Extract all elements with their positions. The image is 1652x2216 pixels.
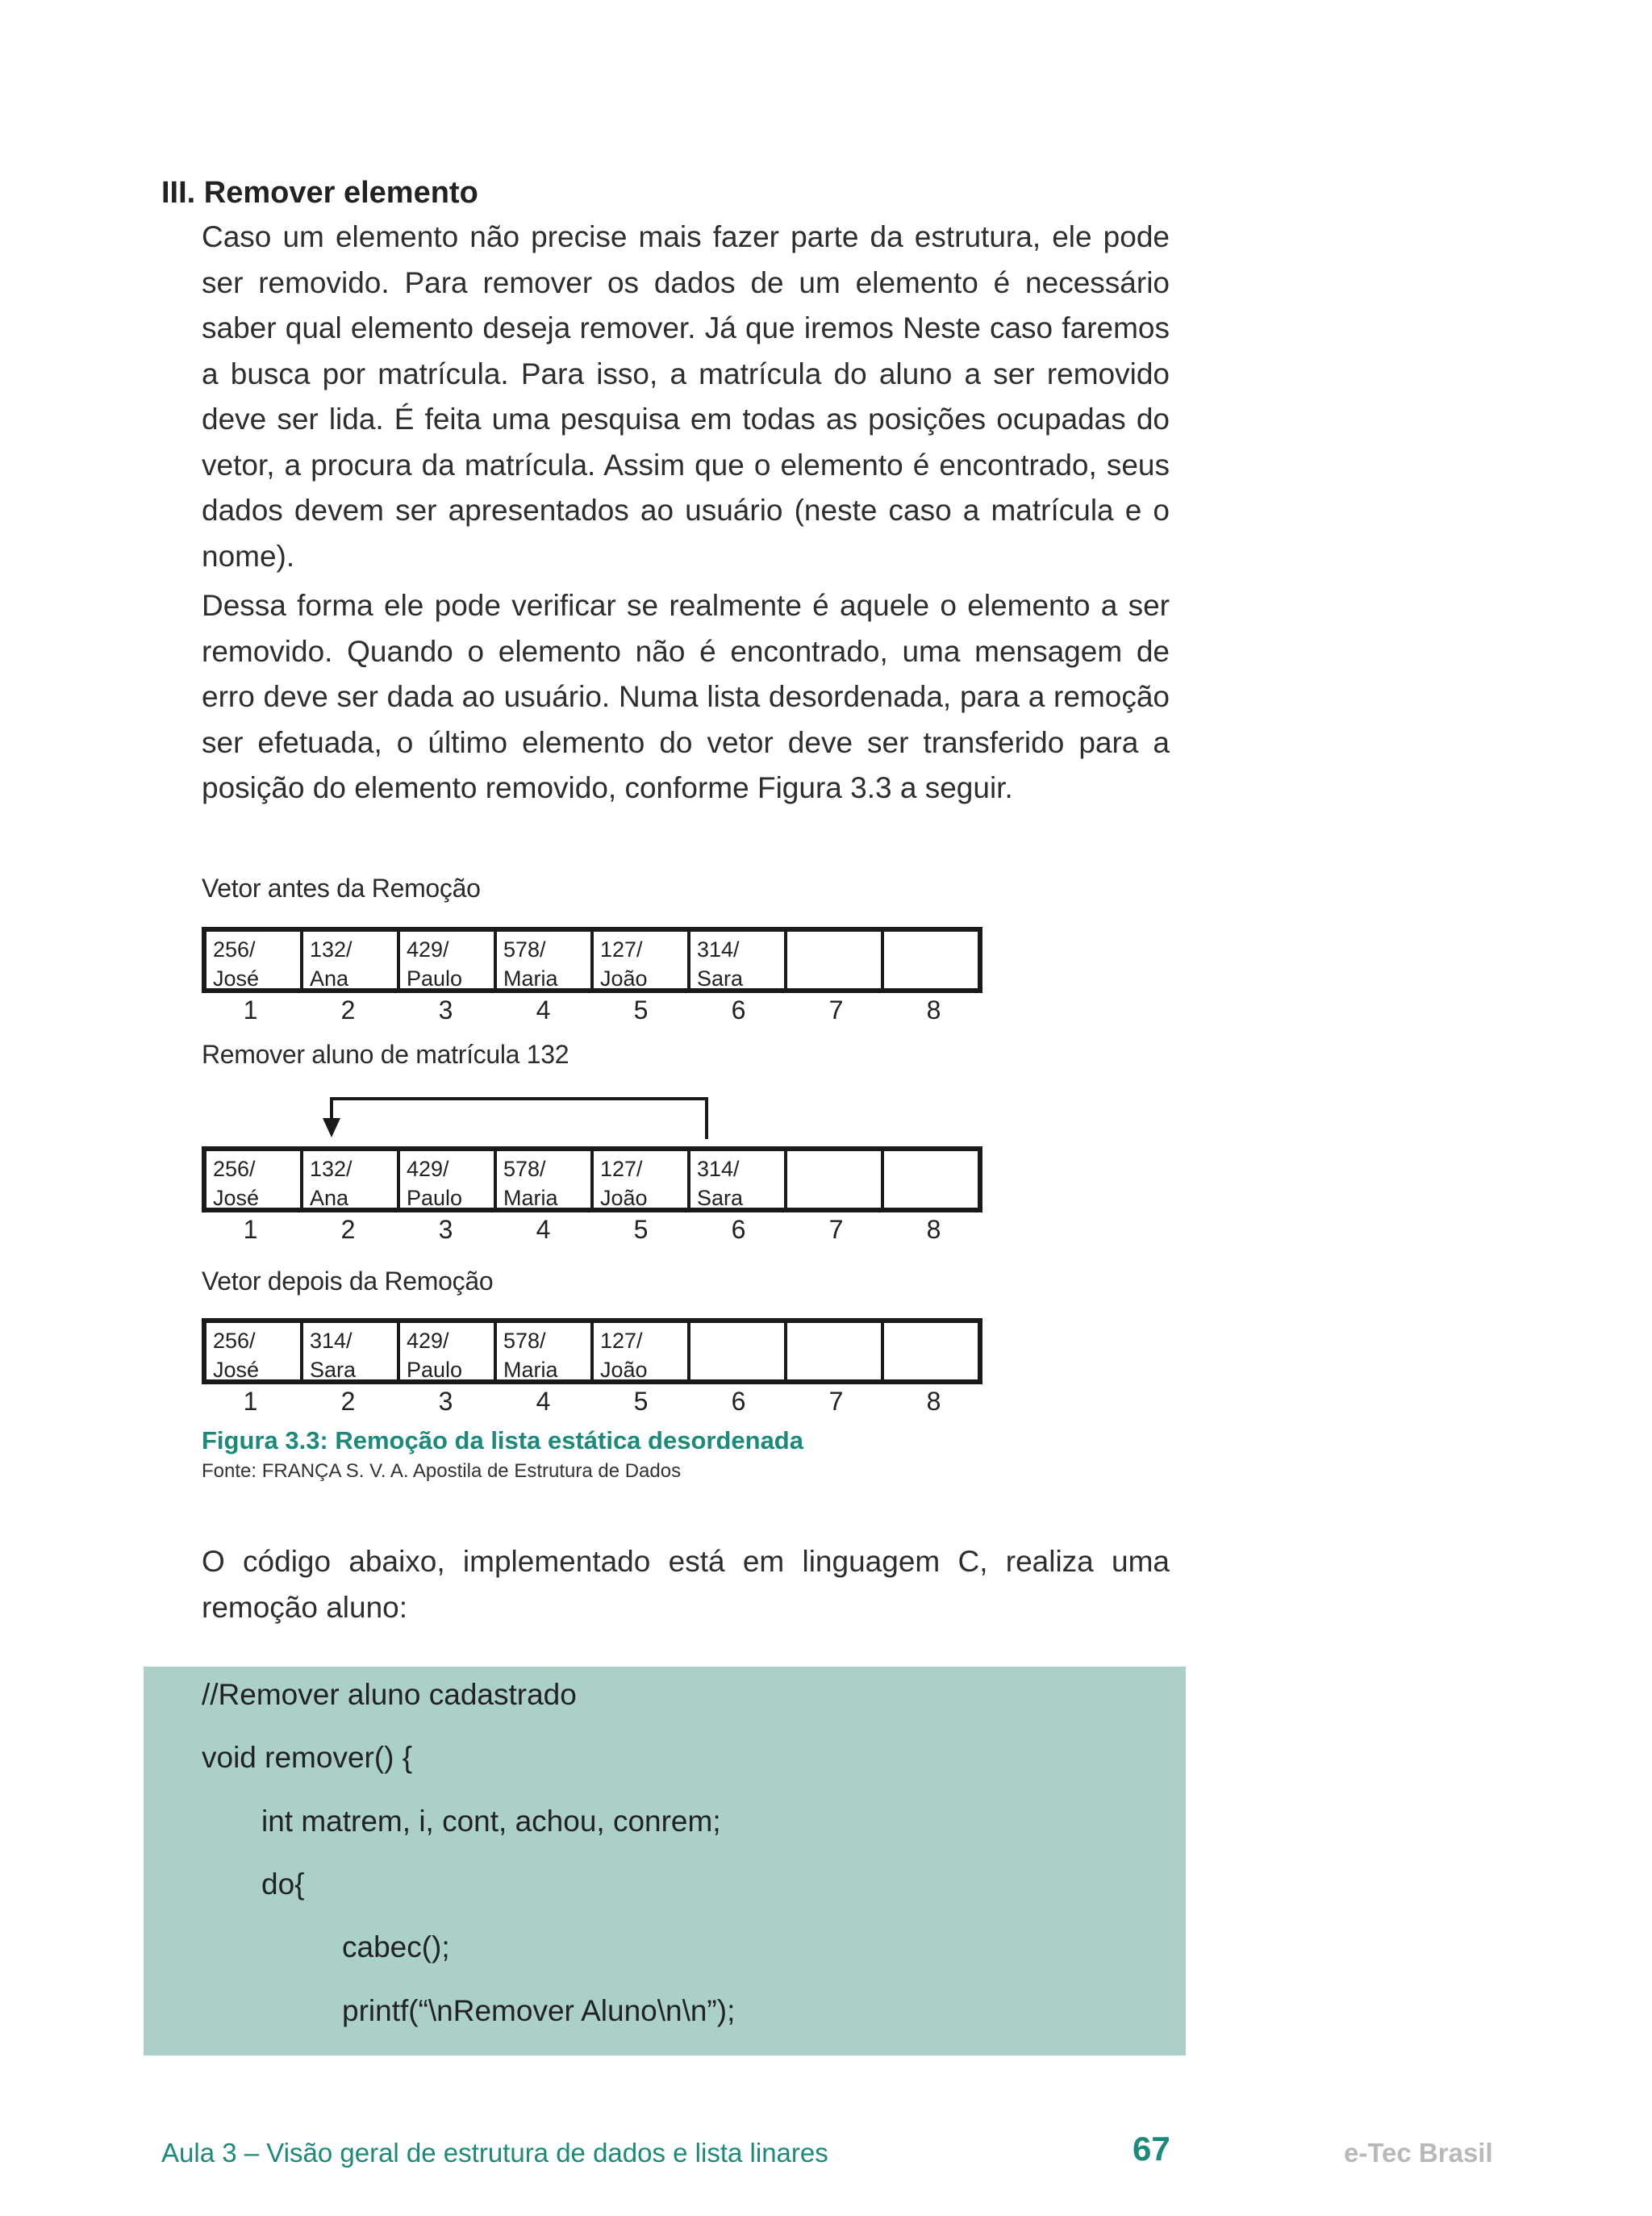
vector-indices [202, 1215, 982, 1245]
index-label: 2 [340, 1215, 356, 1244]
vector-cell [397, 1323, 494, 1382]
cell-name: Ana [310, 1186, 349, 1210]
index-label: 3 [438, 1215, 453, 1244]
cell-id: 127/ [600, 1329, 643, 1353]
cell-name: João [600, 1358, 648, 1382]
index-label: 1 [243, 1215, 258, 1244]
code-line: void remover() { [202, 1741, 413, 1774]
vector-cell [687, 932, 784, 991]
vector-cell [300, 1323, 397, 1382]
section-heading: III. Remover elemento [161, 176, 478, 210]
vector-cell [784, 1323, 881, 1379]
vector-after [202, 1318, 982, 1384]
vector-cell [494, 1323, 590, 1382]
cell-id: 127/ [600, 937, 643, 962]
index-label: 5 [633, 995, 649, 1025]
index-label: 4 [536, 1215, 551, 1244]
code-line: printf(“\nRemover Aluno\n\n”); [342, 1994, 736, 2027]
vector-cell [590, 932, 687, 991]
index-label: 4 [536, 995, 551, 1025]
cell-name: Sara [697, 1186, 744, 1210]
cell-id: 578/ [503, 1157, 546, 1181]
vector-cell [206, 1151, 300, 1208]
index-label: 6 [731, 995, 746, 1025]
footer-brand: e-Tec Brasil [1344, 2138, 1493, 2168]
vector-indices [202, 995, 982, 1025]
cell-name: José [213, 1358, 260, 1382]
index-label: 8 [926, 995, 941, 1025]
code-line: int matrem, i, cont, achou, conrem; [261, 1805, 721, 1838]
vector-removal [202, 1146, 982, 1212]
vector-cell [881, 1323, 978, 1379]
cell-name: Paulo [407, 1186, 463, 1210]
vector-cell [590, 1323, 687, 1382]
vector-cell [881, 932, 978, 988]
code-intro: O código abaixo, implementado está em linguagem C, realiza uma remoção aluno: [202, 1545, 1170, 1624]
label-remove: Remover aluno de matrícula 132 [202, 1040, 569, 1069]
index-label: 3 [438, 1387, 453, 1416]
cell-id: 429/ [407, 1329, 449, 1353]
cell-name: Paulo [407, 966, 463, 991]
cell-id: 314/ [697, 937, 740, 962]
index-label: 1 [243, 995, 258, 1025]
cell-name: José [213, 966, 260, 991]
cell-id: 578/ [503, 1329, 546, 1353]
cell-name: Paulo [407, 1358, 463, 1382]
cell-name: Sara [310, 1358, 357, 1382]
index-label: 6 [731, 1387, 746, 1416]
index-label: 5 [633, 1215, 649, 1244]
code-line: //Remover aluno cadastrado [202, 1678, 577, 1711]
vector-cell [784, 932, 881, 988]
vector-indices [202, 1387, 982, 1417]
index-label: 2 [340, 995, 356, 1025]
vector-cell [300, 932, 397, 991]
vector-cell [590, 1151, 687, 1208]
index-label: 7 [828, 995, 844, 1025]
label-vector-before: Vetor antes da Remoção [202, 874, 481, 903]
vector-cell [397, 932, 494, 991]
index-label: 3 [438, 995, 453, 1025]
paragraph-1: Caso um elemento não precise mais fazer parte da estrutura, ele pode ser removido. Para remover os dados de um elemento é necessário saber qual elemento deseja remover. Já que iremos Neste caso faremos a busca por matrícula. Para isso, a matrícula do aluno a ser removido deve ser lida. É feita uma pesquisa em todas as posições ocupadas do vetor, a procura da matrícula. Assim que o elemento é encontrado, seus dados devem ser apresentados ao usuário (neste caso a matrícula e o nome). [202, 220, 1170, 573]
code-block [144, 1667, 1186, 2055]
index-label: 6 [731, 1215, 746, 1244]
index-label: 8 [926, 1215, 941, 1244]
label-vector-after: Vetor depois da Remoção [202, 1267, 494, 1296]
vector-cell [206, 932, 300, 991]
vector-cell [206, 1323, 300, 1382]
index-label: 4 [536, 1387, 551, 1416]
vector-cell [494, 1151, 590, 1208]
move-arrow-icon [307, 1089, 726, 1139]
cell-id: 578/ [503, 937, 546, 962]
cell-name: Sara [697, 966, 744, 991]
vector-cell [687, 1151, 784, 1208]
index-label: 5 [633, 1387, 649, 1416]
cell-name: João [600, 1186, 648, 1210]
cell-name: João [600, 966, 648, 991]
code-line: cabec(); [342, 1930, 450, 1964]
vector-cell [300, 1151, 397, 1208]
vector-cell [494, 932, 590, 991]
cell-id: 429/ [407, 937, 449, 962]
cell-id: 429/ [407, 1157, 449, 1181]
footer-lesson-title: Aula 3 – Visão geral de estrutura de dados e lista linares [161, 2138, 828, 2168]
vector-cell [687, 1323, 784, 1379]
vector-cell [397, 1151, 494, 1208]
vector-cell [881, 1151, 978, 1208]
cell-id: 314/ [697, 1157, 740, 1181]
cell-id: 256/ [213, 1329, 256, 1353]
paragraph-2: Dessa forma ele pode verificar se realmente é aquele o elemento a ser removido. Quando o elemento não é encontrado, uma mensagem de erro deve ser dada ao usuário. Numa lista desordenada, para a remoção ser efetuada, o último elemento do vetor deve ser transferido para a posição do elemento removido, conforme Figura 3.3 a seguir. [202, 589, 1170, 804]
page-number: 67 [1133, 2130, 1170, 2168]
figure-caption: Figura 3.3: Remoção da lista estática desordenada [202, 1426, 803, 1454]
cell-id: 314/ [310, 1329, 353, 1353]
cell-name: Maria [503, 1186, 558, 1210]
cell-id: 132/ [310, 1157, 353, 1181]
index-label: 1 [243, 1387, 258, 1416]
cell-id: 127/ [600, 1157, 643, 1181]
index-label: 8 [926, 1387, 941, 1416]
cell-name: Maria [503, 966, 558, 991]
index-label: 7 [828, 1215, 844, 1244]
vector-before [202, 927, 982, 993]
index-label: 2 [340, 1387, 356, 1416]
index-label: 7 [828, 1387, 844, 1416]
cell-id: 256/ [213, 937, 256, 962]
cell-id: 256/ [213, 1157, 256, 1181]
cell-id: 132/ [310, 937, 353, 962]
cell-name: Maria [503, 1358, 558, 1382]
code-line: do{ [261, 1868, 305, 1901]
cell-name: Ana [310, 966, 349, 991]
cell-name: José [213, 1186, 260, 1210]
figure-source: Fonte: FRANÇA S. V. A. Apostila de Estrutura de Dados [202, 1460, 682, 1482]
vector-cell [784, 1151, 881, 1208]
